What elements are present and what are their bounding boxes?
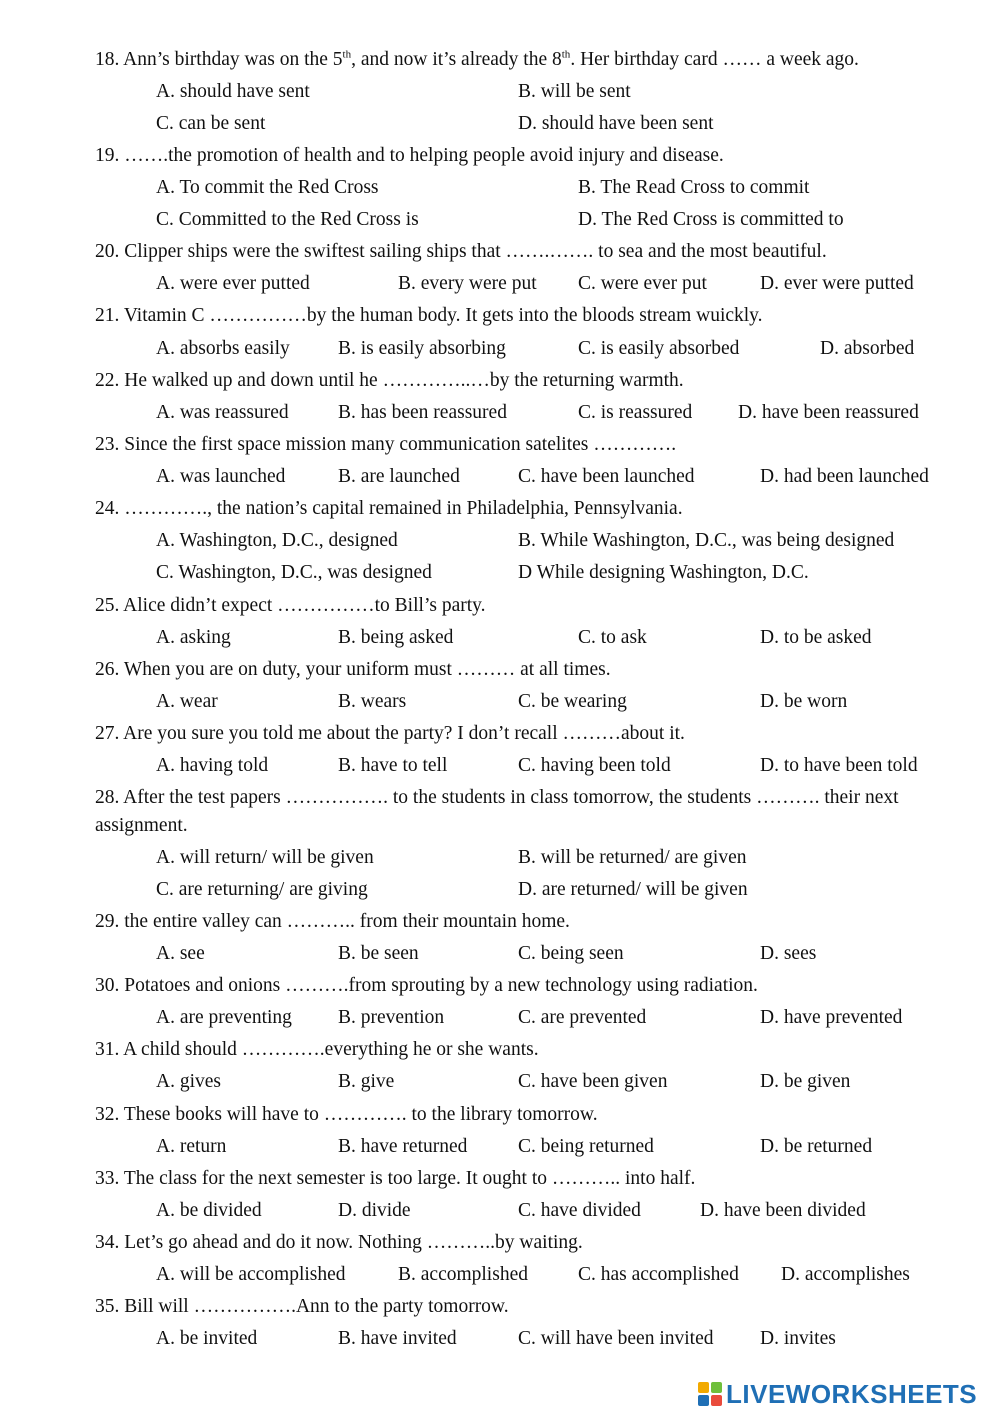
q28-option-a[interactable]: A. will return/ will be given	[156, 847, 374, 868]
liveworksheets-logo-icon	[698, 1382, 722, 1406]
q19-option-b[interactable]: B. The Read Cross to commit	[578, 177, 810, 198]
q19-option-d[interactable]: D. The Red Cross is committed to	[578, 209, 844, 230]
q25-option-d[interactable]: D. to be asked	[760, 627, 872, 648]
question-32: 32. These books will have to …………. to the library tomorrow.	[95, 1104, 598, 1125]
q26-option-a[interactable]: A. wear	[156, 691, 218, 712]
q33-option-d[interactable]: D. have been divided	[700, 1200, 866, 1221]
liveworksheets-logo-text: LIVEWORKSHEETS	[726, 1378, 978, 1409]
q28-option-c[interactable]: C. are returning/ are giving	[156, 879, 368, 900]
q21-option-c[interactable]: C. is easily absorbed	[578, 338, 740, 359]
q23-option-c[interactable]: C. have been launched	[518, 466, 695, 487]
q33-option-b[interactable]: D. divide	[338, 1200, 411, 1221]
q19-option-c[interactable]: C. Committed to the Red Cross is	[156, 209, 419, 230]
q30-option-d[interactable]: D. have prevented	[760, 1007, 903, 1028]
q24-option-a[interactable]: A. Washington, D.C., designed	[156, 530, 398, 551]
q29-option-a[interactable]: A. see	[156, 943, 205, 964]
q18-option-c[interactable]: C. can be sent	[156, 113, 266, 134]
q35-option-a[interactable]: A. be invited	[156, 1328, 258, 1349]
question-28: 28. After the test papers ……………. to the students in class tomorrow, the students ………. their next assignment.	[95, 787, 899, 836]
q26-option-b[interactable]: B. wears	[338, 691, 407, 712]
q28-option-d[interactable]: D. are returned/ will be given	[518, 879, 748, 900]
q26-option-d[interactable]: D. be worn	[760, 691, 848, 712]
q23-option-b[interactable]: B. are launched	[338, 466, 460, 487]
q18-option-b[interactable]: B. will be sent	[518, 81, 631, 102]
q27-option-b[interactable]: B. have to tell	[338, 755, 448, 776]
q21-option-a[interactable]: A. absorbs easily	[156, 338, 290, 359]
question-27: 27. Are you sure you told me about the party? I don’t recall ………about it.	[95, 723, 685, 744]
question-24: 24. …………., the nation’s capital remained in Philadelphia, Pennsylvania.	[95, 498, 683, 519]
q25-option-c[interactable]: C. to ask	[578, 627, 647, 648]
q31-option-d[interactable]: D. be given	[760, 1071, 851, 1092]
q32-option-c[interactable]: C. being returned	[518, 1136, 654, 1157]
q27-option-c[interactable]: C. having been told	[518, 755, 671, 776]
q33-option-a[interactable]: A. be divided	[156, 1200, 262, 1221]
q24-option-d[interactable]: D While designing Washington, D.C.	[518, 562, 809, 583]
q22-option-d[interactable]: D. have been reassured	[738, 402, 919, 423]
liveworksheets-logo	[698, 1378, 977, 1410]
question-18: 18. Ann’s birthday was on the 5th, and now it’s already the 8th. Her birthday card …… a week ago.	[95, 48, 859, 70]
q34-option-c[interactable]: C. has accomplished	[578, 1264, 739, 1285]
q27-option-a[interactable]: A. having told	[156, 755, 269, 776]
q24-option-c[interactable]: C. Washington, D.C., was designed	[156, 562, 432, 583]
q33-option-c[interactable]: C. have divided	[518, 1200, 641, 1221]
q34-option-a[interactable]: A. will be accomplished	[156, 1264, 346, 1285]
question-34: 34. Let’s go ahead and do it now. Nothing ………..by waiting.	[95, 1232, 583, 1253]
q20-option-b[interactable]: B. every were put	[398, 273, 537, 294]
q28-option-b[interactable]: B. will be returned/ are given	[518, 847, 747, 868]
q22-option-c[interactable]: C. is reassured	[578, 402, 693, 423]
q35-option-b[interactable]: B. have invited	[338, 1328, 457, 1349]
question-26: 26. When you are on duty, your uniform must ……… at all times.	[95, 659, 611, 680]
q21-option-d[interactable]: D. absorbed	[820, 338, 915, 359]
question-35: 35. Bill will …………….Ann to the party tomorrow.	[95, 1296, 509, 1317]
q30-option-c[interactable]: C. are prevented	[518, 1007, 647, 1028]
question-33: 33. The class for the next semester is too large. It ought to ……….. into half.	[95, 1168, 696, 1189]
q22-option-b[interactable]: B. has been reassured	[338, 402, 507, 423]
question-23: 23. Since the first space mission many communication satelites ………….	[95, 434, 677, 455]
q21-option-b[interactable]: B. is easily absorbing	[338, 338, 506, 359]
q25-option-a[interactable]: A. asking	[156, 627, 231, 648]
question-19: 19. …….the promotion of health and to helping people avoid injury and disease.	[95, 145, 724, 166]
q27-option-d[interactable]: D. to have been told	[760, 755, 918, 776]
q24-option-b[interactable]: B. While Washington, D.C., was being designed	[518, 530, 895, 551]
question-29: 29. the entire valley can ……….. from their mountain home.	[95, 911, 570, 932]
q35-option-c[interactable]: C. will have been invited	[518, 1328, 714, 1349]
q30-option-b[interactable]: B. prevention	[338, 1007, 445, 1028]
q31-option-c[interactable]: C. have been given	[518, 1071, 668, 1092]
q20-option-a[interactable]: A. were ever putted	[156, 273, 310, 294]
q31-option-a[interactable]: A. gives	[156, 1071, 221, 1092]
q26-option-c[interactable]: C. be wearing	[518, 691, 627, 712]
q31-option-b[interactable]: B. give	[338, 1071, 395, 1092]
question-30: 30. Potatoes and onions ……….from sprouting by a new technology using radiation.	[95, 975, 758, 996]
q19-option-a[interactable]: A. To commit the Red Cross	[156, 177, 379, 198]
q25-option-b[interactable]: B. being asked	[338, 627, 454, 648]
question-31: 31. A child should ………….everything he or she wants.	[95, 1039, 539, 1060]
q22-option-a[interactable]: A. was reassured	[156, 402, 289, 423]
q32-option-a[interactable]: A. return	[156, 1136, 227, 1157]
question-25: 25. Alice didn’t expect ……………to Bill’s party.	[95, 595, 486, 616]
q29-option-c[interactable]: C. being seen	[518, 943, 624, 964]
q34-option-d[interactable]: D. accomplishes	[781, 1264, 910, 1285]
q32-option-d[interactable]: D. be returned	[760, 1136, 873, 1157]
q23-option-a[interactable]: A. was launched	[156, 466, 286, 487]
q18-option-a[interactable]: A. should have sent	[156, 81, 310, 102]
q34-option-b[interactable]: B. accomplished	[398, 1264, 528, 1285]
q23-option-d[interactable]: D. had been launched	[760, 466, 929, 487]
q29-option-b[interactable]: B. be seen	[338, 943, 419, 964]
q30-option-a[interactable]: A. are preventing	[156, 1007, 292, 1028]
q20-option-d[interactable]: D. ever were putted	[760, 273, 914, 294]
q35-option-d[interactable]: D. invites	[760, 1328, 836, 1349]
question-22: 22. He walked up and down until he …………..…by the returning warmth.	[95, 370, 684, 391]
q18-option-d[interactable]: D. should have been sent	[518, 113, 714, 134]
q20-option-c[interactable]: C. were ever put	[578, 273, 707, 294]
q32-option-b[interactable]: B. have returned	[338, 1136, 468, 1157]
question-21: 21. Vitamin C ……………by the human body. It gets into the bloods stream wuickly.	[95, 305, 763, 326]
question-20: 20. Clipper ships were the swiftest sailing ships that …….……. to sea and the most beautiful.	[95, 241, 827, 262]
q29-option-d[interactable]: D. sees	[760, 943, 817, 964]
